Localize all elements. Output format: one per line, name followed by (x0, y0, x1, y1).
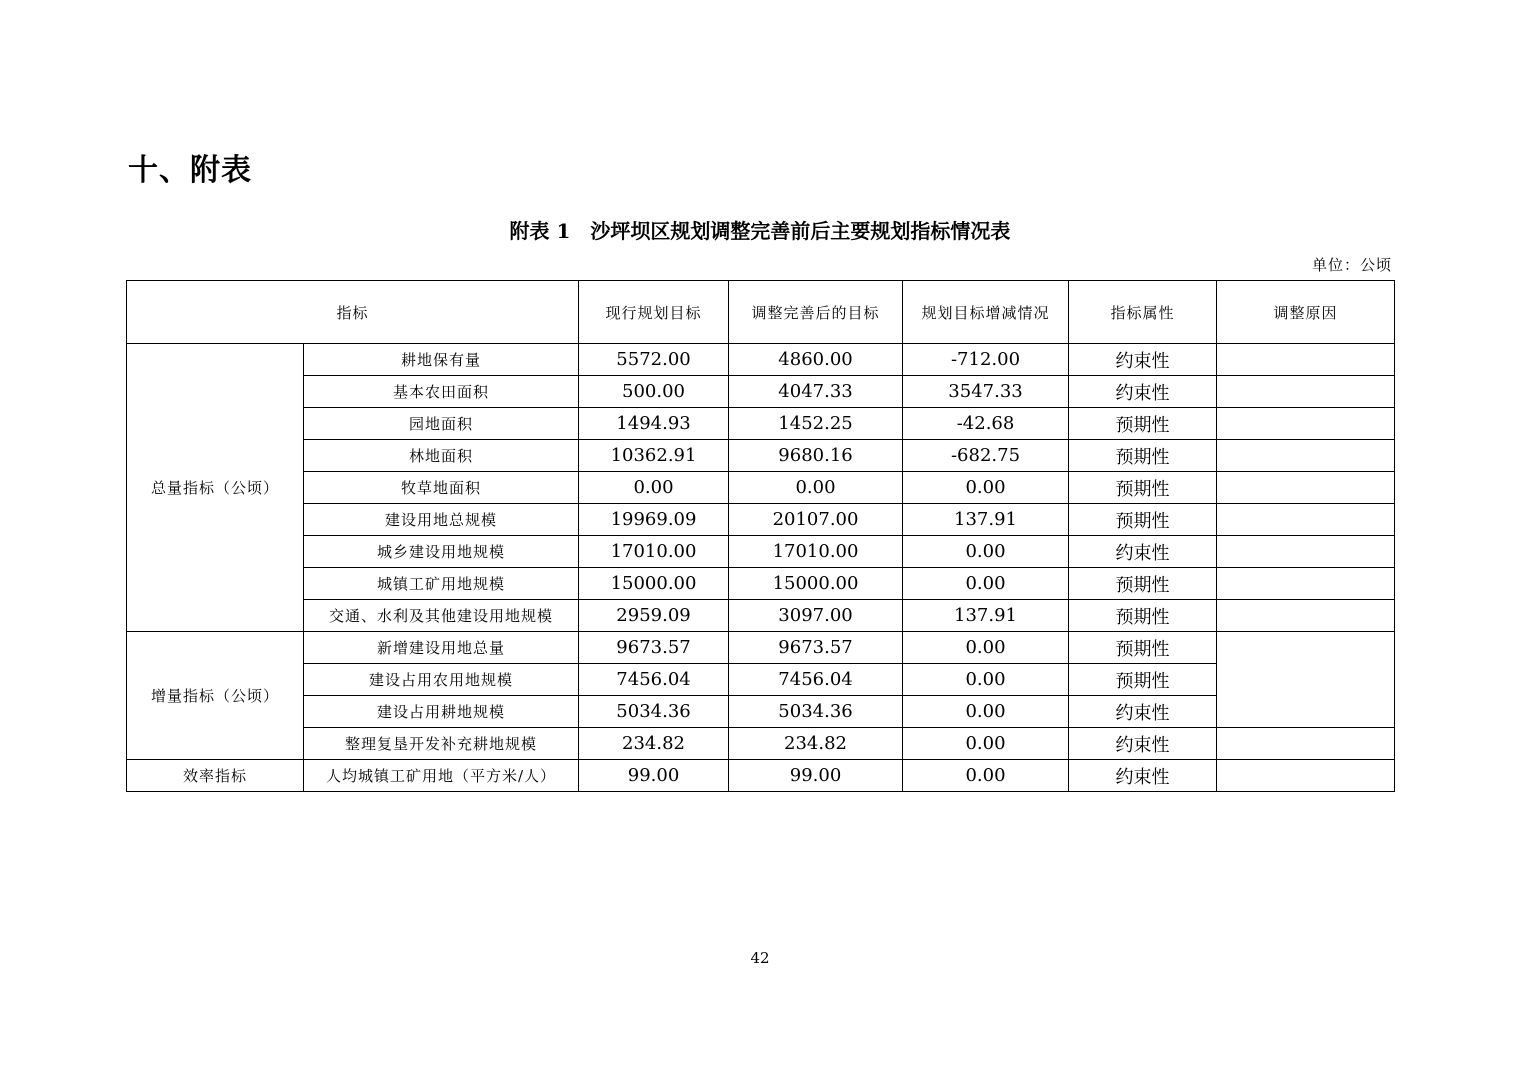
table-row (127, 696, 1395, 728)
change-value: -42.68 (903, 408, 1069, 440)
table-row (127, 408, 1395, 440)
current-value: 5572.00 (579, 344, 729, 376)
current-value: 2959.09 (579, 600, 729, 632)
table-row (127, 632, 1395, 664)
change-value: 3547.33 (903, 376, 1069, 408)
current-value: 19969.09 (579, 504, 729, 536)
header-attribute: 指标属性 (1069, 281, 1217, 344)
change-value: -682.75 (903, 440, 1069, 472)
indicator-name: 人均城镇工矿用地（平方米/人） (304, 760, 579, 792)
table-row (127, 536, 1395, 568)
reason-cell (1217, 408, 1395, 440)
change-value: 0.00 (903, 536, 1069, 568)
attribute-value: 预期性 (1069, 440, 1217, 472)
change-value: 0.00 (903, 472, 1069, 504)
reason-cell (1217, 344, 1395, 376)
adjusted-value: 0.00 (729, 472, 903, 504)
adjusted-value: 234.82 (729, 728, 903, 760)
header-adjusted-target: 调整完善后的目标 (729, 281, 903, 344)
change-value: 0.00 (903, 568, 1069, 600)
attribute-value: 约束性 (1069, 728, 1217, 760)
indicator-name: 林地面积 (304, 440, 579, 472)
reason-cell (1217, 728, 1395, 760)
attribute-value: 预期性 (1069, 600, 1217, 632)
indicator-name: 园地面积 (304, 408, 579, 440)
group-label-increment: 增量指标（公顷） (127, 632, 304, 760)
change-value: 137.91 (903, 600, 1069, 632)
attribute-value: 约束性 (1069, 760, 1217, 792)
indicator-name: 建设占用耕地规模 (304, 696, 579, 728)
current-value: 9673.57 (579, 632, 729, 664)
header-change: 规划目标增减情况 (903, 281, 1069, 344)
current-value: 17010.00 (579, 536, 729, 568)
table-row (127, 568, 1395, 600)
header-reason: 调整原因 (1217, 281, 1395, 344)
current-value: 5034.36 (579, 696, 729, 728)
table-row (127, 344, 1395, 376)
indicator-name: 城乡建设用地规模 (304, 536, 579, 568)
current-value: 500.00 (579, 376, 729, 408)
reason-cell (1217, 760, 1395, 792)
attribute-value: 预期性 (1069, 408, 1217, 440)
current-value: 7456.04 (579, 664, 729, 696)
reason-cell (1217, 536, 1395, 568)
adjusted-value: 7456.04 (729, 664, 903, 696)
adjusted-value: 99.00 (729, 760, 903, 792)
indicator-name: 整理复垦开发补充耕地规模 (304, 728, 579, 760)
table-row (127, 600, 1395, 632)
adjusted-value: 3097.00 (729, 600, 903, 632)
reason-cell-merged (1217, 632, 1395, 728)
adjusted-value: 4047.33 (729, 376, 903, 408)
table-row (127, 376, 1395, 408)
adjusted-value: 1452.25 (729, 408, 903, 440)
indicator-name: 城镇工矿用地规模 (304, 568, 579, 600)
attribute-value: 约束性 (1069, 376, 1217, 408)
table-title: 附表 1 沙坪坝区规划调整完善前后主要规划指标情况表 (509, 219, 1011, 243)
reason-cell (1217, 568, 1395, 600)
adjusted-value: 4860.00 (729, 344, 903, 376)
header-current-target: 现行规划目标 (579, 281, 729, 344)
current-value: 99.00 (579, 760, 729, 792)
table-row (127, 664, 1395, 696)
indicator-name: 基本农田面积 (304, 376, 579, 408)
reason-cell (1217, 376, 1395, 408)
adjusted-value: 9680.16 (729, 440, 903, 472)
indicator-name: 交通、水利及其他建设用地规模 (304, 600, 579, 632)
change-value: 0.00 (903, 696, 1069, 728)
reason-cell (1217, 600, 1395, 632)
indicator-name: 建设用地总规模 (304, 504, 579, 536)
page-number: 42 (750, 949, 770, 967)
table-row (127, 760, 1395, 792)
change-value: 0.00 (903, 760, 1069, 792)
group-label-total: 总量指标（公顷） (127, 344, 304, 632)
reason-cell (1217, 440, 1395, 472)
unit-label: 单位：公顷 (1311, 256, 1392, 274)
indicator-name: 新增建设用地总量 (304, 632, 579, 664)
change-value: 0.00 (903, 632, 1069, 664)
indicator-name: 牧草地面积 (304, 472, 579, 504)
change-value: 137.91 (903, 504, 1069, 536)
current-value: 15000.00 (579, 568, 729, 600)
change-value: 0.00 (903, 728, 1069, 760)
indicator-table (126, 280, 1395, 792)
indicator-name: 耕地保有量 (304, 344, 579, 376)
section-heading: 十、附表 (128, 153, 252, 188)
attribute-value: 预期性 (1069, 472, 1217, 504)
adjusted-value: 20107.00 (729, 504, 903, 536)
attribute-value: 约束性 (1069, 536, 1217, 568)
attribute-value: 预期性 (1069, 504, 1217, 536)
header-row (127, 281, 1395, 344)
adjusted-value: 15000.00 (729, 568, 903, 600)
table-row (127, 728, 1395, 760)
attribute-value: 预期性 (1069, 632, 1217, 664)
current-value: 10362.91 (579, 440, 729, 472)
header-indicator: 指标 (127, 281, 579, 344)
table-row (127, 440, 1395, 472)
adjusted-value: 17010.00 (729, 536, 903, 568)
attribute-value: 预期性 (1069, 664, 1217, 696)
group-label-efficiency: 效率指标 (127, 760, 304, 792)
current-value: 0.00 (579, 472, 729, 504)
change-value: -712.00 (903, 344, 1069, 376)
table-row (127, 504, 1395, 536)
change-value: 0.00 (903, 664, 1069, 696)
indicator-name: 建设占用农用地规模 (304, 664, 579, 696)
attribute-value: 约束性 (1069, 344, 1217, 376)
table-row (127, 472, 1395, 504)
reason-cell (1217, 504, 1395, 536)
attribute-value: 约束性 (1069, 696, 1217, 728)
current-value: 234.82 (579, 728, 729, 760)
adjusted-value: 5034.36 (729, 696, 903, 728)
adjusted-value: 9673.57 (729, 632, 903, 664)
reason-cell (1217, 472, 1395, 504)
current-value: 1494.93 (579, 408, 729, 440)
attribute-value: 预期性 (1069, 568, 1217, 600)
